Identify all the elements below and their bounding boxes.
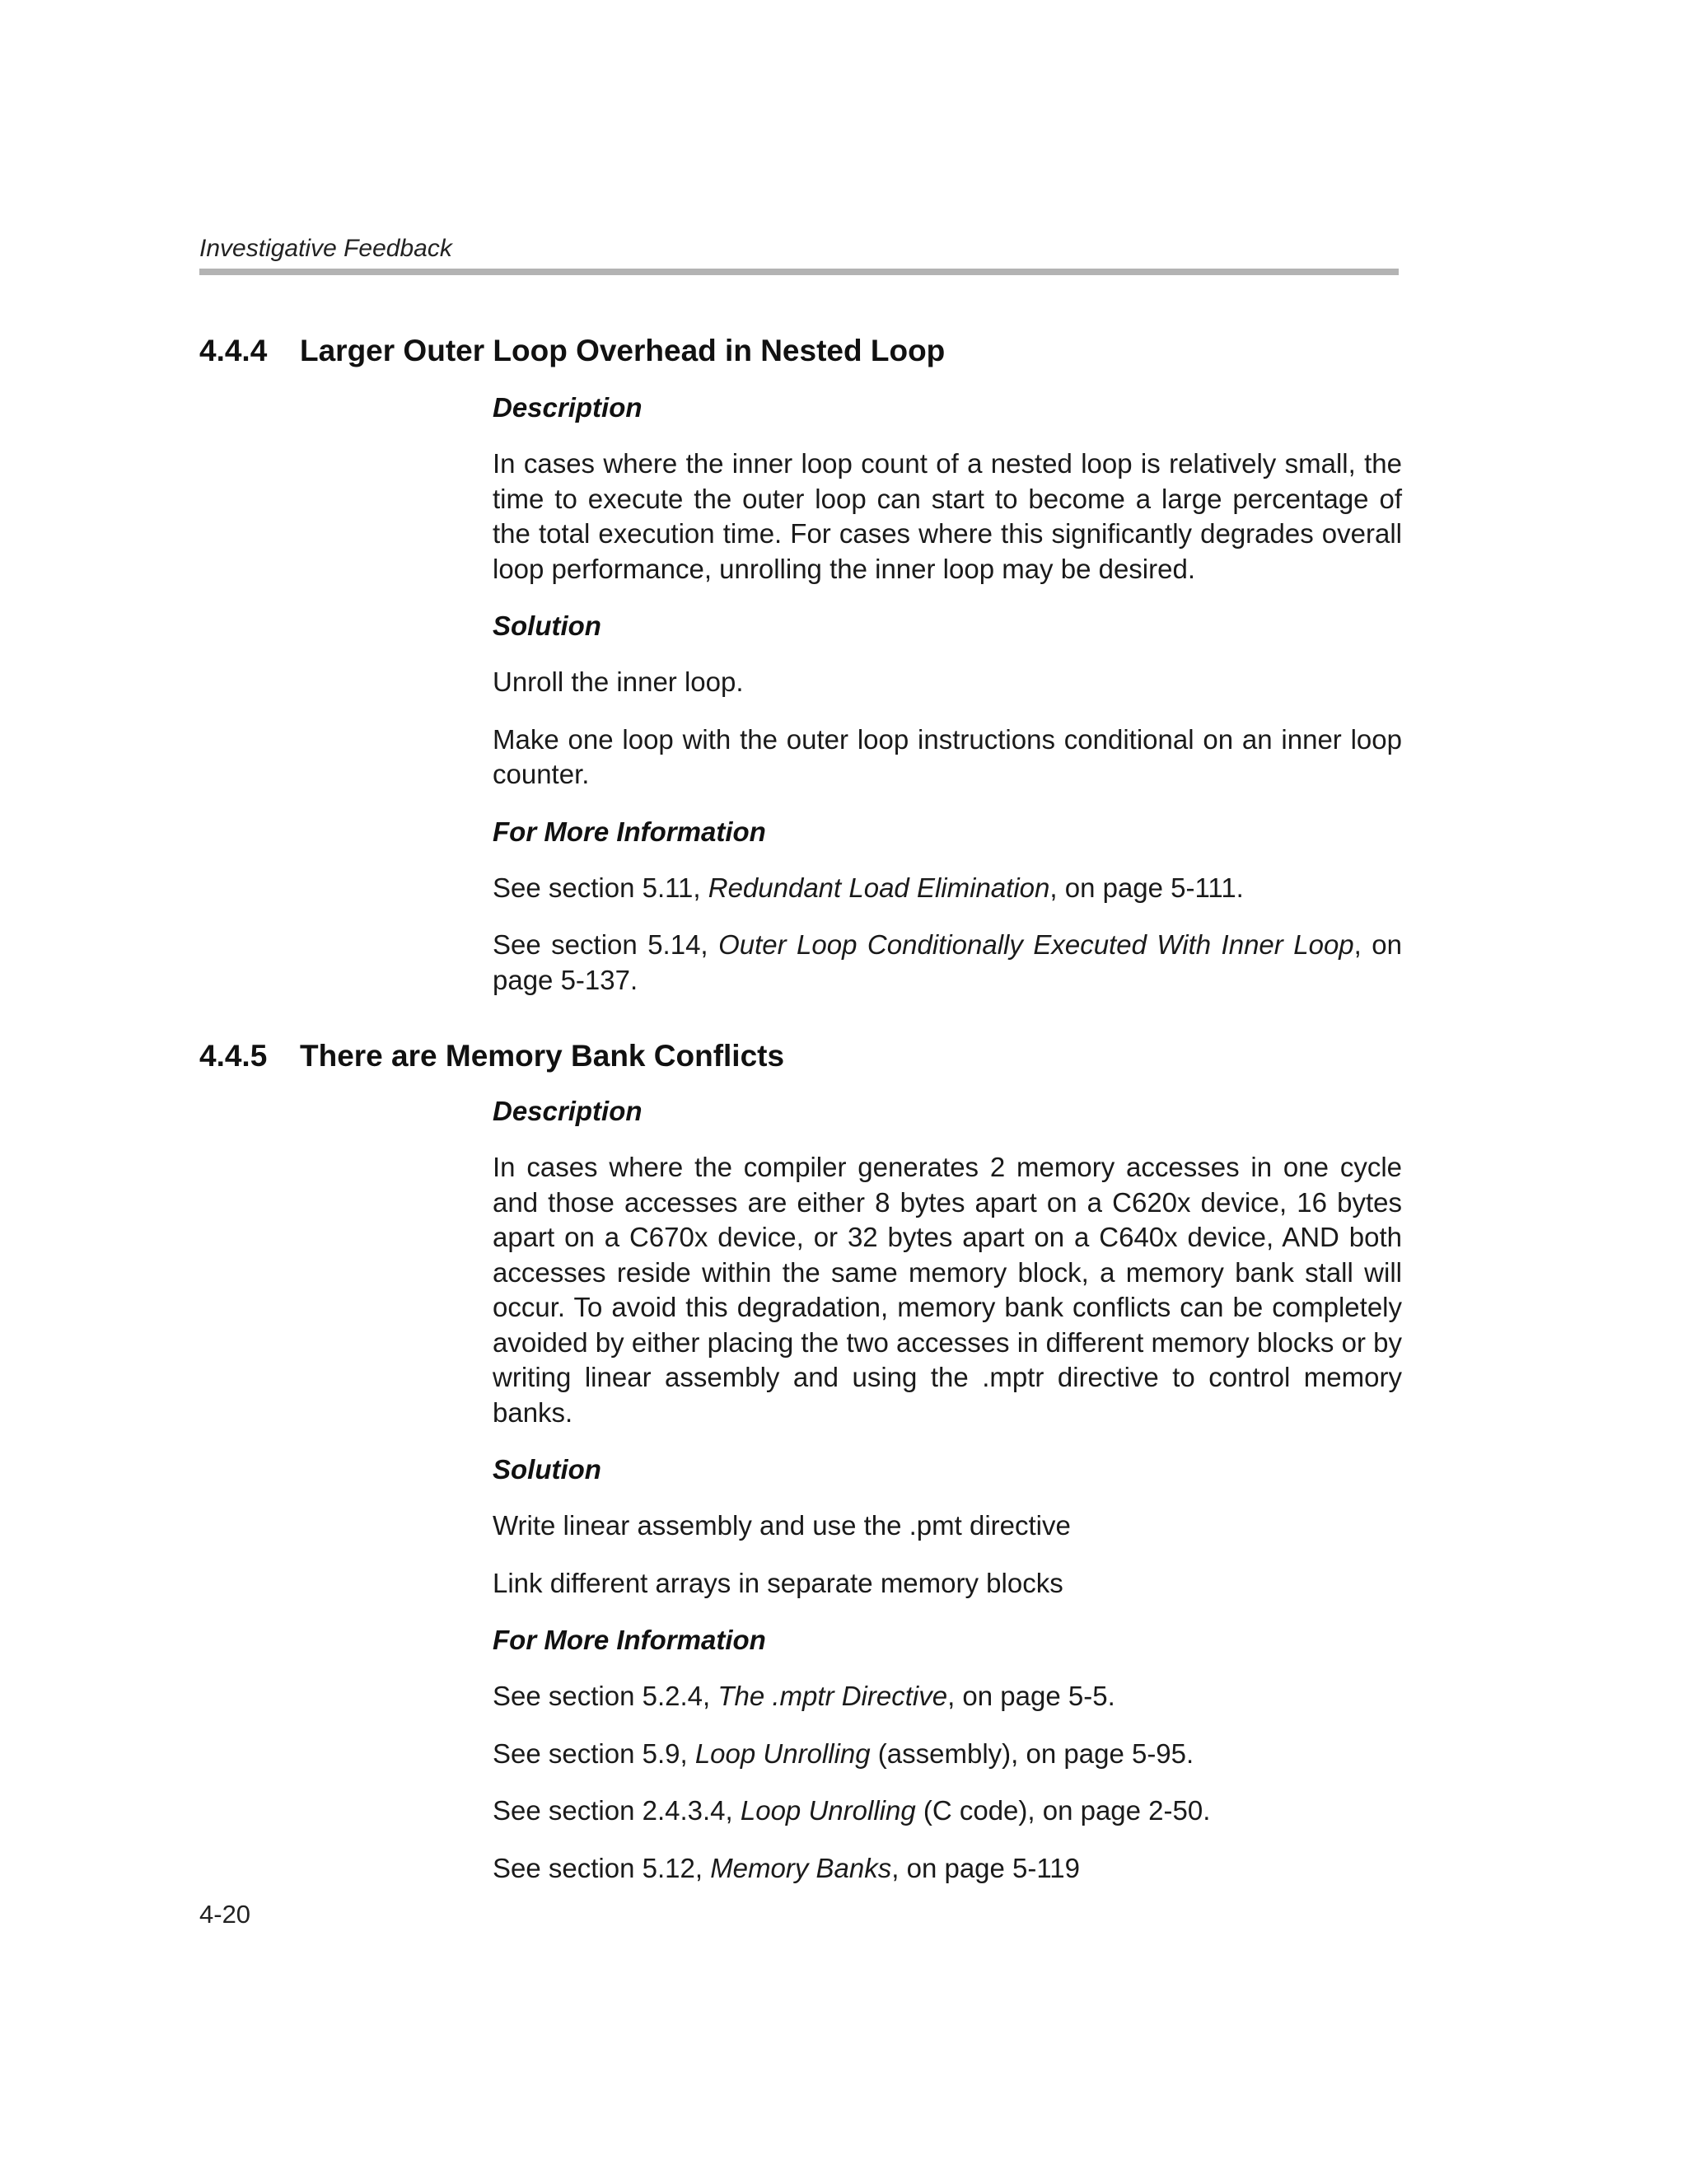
solution-item: Unroll the inner loop. [493,666,744,697]
reference-item: See section 5.14, Outer Loop Conditionally Executed With Inner Loop, on page 5-137. [493,929,1402,995]
page-number: 4-20 [199,1900,251,1929]
description-label: Description [493,1096,643,1126]
more-info-label: For More Information [493,1625,766,1655]
section-number: 4.4.4 [199,334,268,367]
reference-title: The .mptr Directive [717,1681,948,1711]
section-title: Larger Outer Loop Overhead in Nested Loop [300,334,946,367]
solution-label: Solution [493,1454,601,1485]
section-title: There are Memory Bank Conflicts [300,1039,785,1073]
reference-title: Outer Loop Conditionally Executed With Inner Loop [718,929,1354,960]
section-4-4-4-body [493,391,1402,998]
reference-item: See section 5.2.4, The .mptr Directive, on page 5-5. [493,1681,1115,1711]
reference-item: See section 2.4.3.4, Loop Unrolling (C code), on page 2-50. [493,1795,1211,1826]
description-text: In cases where the inner loop count of a nested loop is relatively small, the time to execute the outer loop can start to become a large percentage of the total execution time. For cases where this significantly degrades overall loop performance, unrolling the inner loop may be desired. [493,448,1402,584]
section-heading-4-4-4 [199,334,945,368]
description-text: In cases where the compiler generates 2 memory accesses in one cycle and those accesses are either 8 bytes apart on a C620x device, 16 bytes apart on a C670x device, or 32 bytes apart on a C640x device, AND both accesses reside within the same memory block, a memory bank stall will occur. To avoid this degradation, memory bank conflicts can be completely avoided by either placing the two accesses in different memory blocks or by writing linear assembly and using the .mptr directive to control memory banks. [493,1152,1402,1428]
reference-title: Loop Unrolling [694,1737,871,1769]
reference-title: Loop Unrolling [740,1795,916,1826]
more-info-label: For More Information [493,816,766,847]
running-head: Investigative Feedback [199,235,452,262]
reference-item: See section 5.11, Redundant Load Elimination, on page 5-111. [493,872,1244,903]
solution-item: Link different arrays in separate memory blocks [493,1567,1063,1598]
reference-title: Redundant Load Elimination [708,872,1050,903]
section-heading-4-4-5 [199,1039,784,1073]
header-rule [199,269,1399,275]
section-4-4-5-body [493,1094,1402,1886]
reference-item: See section 5.12, Memory Banks, on page 5-119 [493,1852,1080,1883]
section-number: 4.4.5 [199,1039,268,1073]
reference-title: Memory Banks [710,1852,892,1883]
solution-item: Write linear assembly and use the .pmt directive [493,1510,1071,1541]
description-label: Description [493,392,643,423]
solution-item: Make one loop with the outer loop instructions conditional on an inner loop counter. [493,723,1402,789]
reference-item: See section 5.9, Loop Unrolling (assembly), on page 5-95. [493,1737,1194,1769]
solution-label: Solution [493,610,601,641]
